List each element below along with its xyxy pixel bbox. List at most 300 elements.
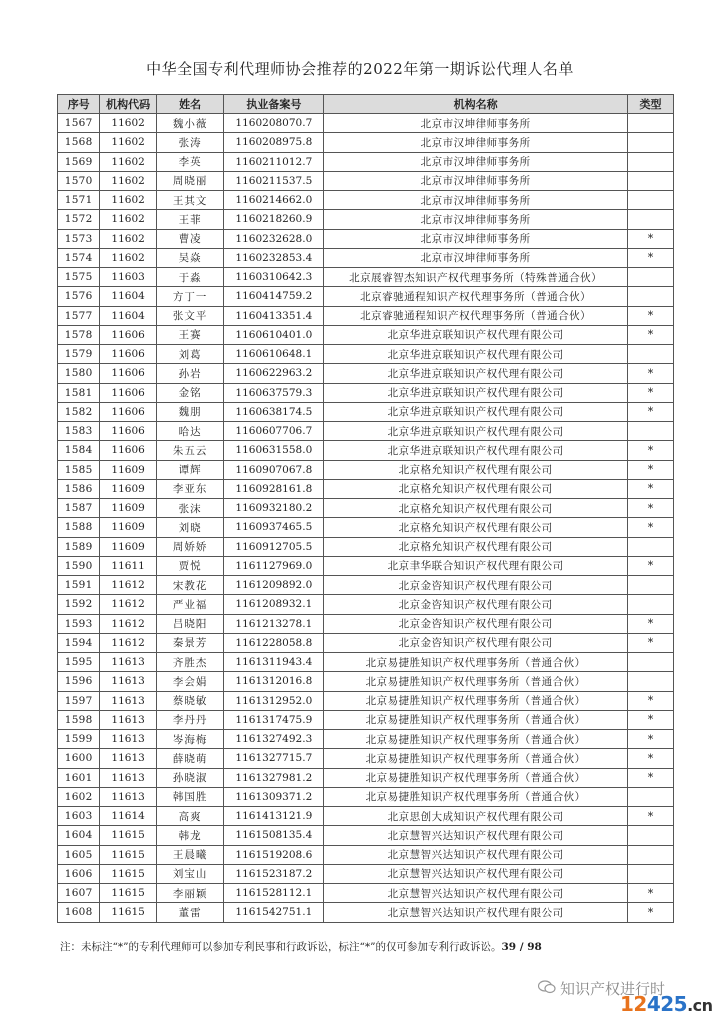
cell-index: 1600 [58,749,100,768]
cell-org-code: 11615 [100,864,156,883]
cell-index: 1572 [58,210,100,229]
table-row [58,345,674,364]
cell-org-name: 北京华进京联知识产权代理有限公司 [324,325,628,344]
cell-org-name: 北京金咨知识产权代理有限公司 [324,576,628,595]
logo-part-1: 12 [620,992,647,1016]
cell-name: 孙晓淑 [156,768,224,787]
cell-index: 1594 [58,633,100,652]
cell-type: * [628,556,674,575]
cell-org-code: 11606 [100,441,156,460]
table-row [58,422,674,441]
cell-org-code: 11602 [100,248,156,267]
cell-org-code: 11602 [100,191,156,210]
cell-type: * [628,499,674,518]
cell-type: * [628,229,674,248]
cell-type [628,787,674,806]
cell-type: * [628,518,674,537]
cell-index: 1573 [58,229,100,248]
cell-name: 刘宝山 [156,864,224,883]
cell-record-no: 1161327981.2 [224,768,324,787]
cell-name: 贾悦 [156,556,224,575]
cell-org-code: 11613 [100,710,156,729]
header-org-code: 机构代码 [100,95,156,114]
cell-org-code: 11602 [100,210,156,229]
cell-type [628,864,674,883]
cell-index: 1584 [58,441,100,460]
cell-type [628,422,674,441]
cell-record-no: 1160637579.3 [224,383,324,402]
cell-index: 1571 [58,191,100,210]
cell-type: * [628,402,674,421]
cell-name: 高爽 [156,807,224,826]
cell-org-code: 11612 [100,633,156,652]
cell-record-no: 1161312952.0 [224,691,324,710]
site-logo[interactable] [620,992,713,1016]
cell-record-no: 1160414759.2 [224,287,324,306]
cell-name: 张涛 [156,133,224,152]
cell-index: 1591 [58,576,100,595]
cell-org-code: 11612 [100,595,156,614]
cell-org-code: 11606 [100,422,156,441]
table-row [58,441,674,460]
cell-record-no: 1160310642.3 [224,268,324,287]
cell-type [628,653,674,672]
table-row [58,460,674,479]
cell-type: * [628,460,674,479]
cell-record-no: 1160622963.2 [224,364,324,383]
logo-part-3: .cn [687,996,713,1015]
cell-name: 李丽颖 [156,884,224,903]
cell-org-name: 北京市汉坤律师事务所 [324,171,628,190]
cell-type [628,576,674,595]
cell-name: 周娇娇 [156,537,224,556]
cell-index: 1597 [58,691,100,710]
cell-type: * [628,614,674,633]
cell-type [628,114,674,133]
footnote [60,939,680,954]
cell-record-no: 1160211012.7 [224,152,324,171]
cell-org-name: 北京市汉坤律师事务所 [324,191,628,210]
table-row [58,248,674,267]
cell-index: 1593 [58,614,100,633]
cell-index: 1569 [58,152,100,171]
table-row [58,537,674,556]
cell-name: 吴焱 [156,248,224,267]
cell-org-name: 北京华进京联知识产权代理有限公司 [324,441,628,460]
cell-org-code: 11609 [100,460,156,479]
table-row [58,229,674,248]
cell-index: 1607 [58,884,100,903]
cell-record-no: 1160214662.0 [224,191,324,210]
cell-index: 1602 [58,787,100,806]
cell-index: 1574 [58,248,100,267]
cell-index: 1576 [58,287,100,306]
cell-name: 李亚东 [156,479,224,498]
cell-org-code: 11609 [100,499,156,518]
cell-index: 1599 [58,730,100,749]
cell-org-code: 11614 [100,807,156,826]
cell-org-code: 11606 [100,383,156,402]
cell-record-no: 1161413121.9 [224,807,324,826]
cell-index: 1598 [58,710,100,729]
cell-record-no: 1161208932.1 [224,595,324,614]
cell-record-no: 1160232853.4 [224,248,324,267]
cell-type: * [628,749,674,768]
cell-org-name: 北京易捷胜知识产权代理事务所（普通合伙） [324,749,628,768]
cell-org-code: 11615 [100,826,156,845]
cell-type [628,595,674,614]
cell-type: * [628,807,674,826]
cell-record-no: 1161508135.4 [224,826,324,845]
cell-org-code: 11609 [100,537,156,556]
cell-name: 刘晓 [156,518,224,537]
cell-org-code: 11609 [100,518,156,537]
cell-record-no: 1160208975.8 [224,133,324,152]
cell-record-no: 1160607706.7 [224,422,324,441]
cell-org-name: 北京格允知识产权代理有限公司 [324,499,628,518]
cell-org-code: 11609 [100,479,156,498]
cell-record-no: 1160211537.5 [224,171,324,190]
cell-org-name: 北京金咨知识产权代理有限公司 [324,595,628,614]
cell-type [628,345,674,364]
cell-org-name: 北京易捷胜知识产权代理事务所（普通合伙） [324,730,628,749]
cell-org-name: 北京易捷胜知识产权代理事务所（普通合伙） [324,710,628,729]
cell-index: 1582 [58,402,100,421]
cell-org-code: 11612 [100,614,156,633]
cell-org-name: 北京市汉坤律师事务所 [324,248,628,267]
cell-type: * [628,768,674,787]
table-row [58,633,674,652]
cell-type: * [628,248,674,267]
table-row [58,595,674,614]
cell-org-name: 北京华进京联知识产权代理有限公司 [324,383,628,402]
cell-record-no: 1161327715.7 [224,749,324,768]
agent-table [57,94,674,923]
table-row [58,787,674,806]
cell-org-code: 11615 [100,845,156,864]
cell-record-no: 1160631558.0 [224,441,324,460]
cell-org-code: 11613 [100,672,156,691]
cell-record-no: 1160912705.5 [224,537,324,556]
table-row [58,614,674,633]
cell-org-name: 北京格允知识产权代理有限公司 [324,537,628,556]
cell-record-no: 1160610648.1 [224,345,324,364]
cell-index: 1592 [58,595,100,614]
cell-org-name: 北京华进京联知识产权代理有限公司 [324,402,628,421]
cell-name: 张文平 [156,306,224,325]
cell-type: * [628,884,674,903]
cell-name: 宋教花 [156,576,224,595]
cell-name: 曹凌 [156,229,224,248]
cell-org-name: 北京慧智兴达知识产权代理有限公司 [324,864,628,883]
cell-record-no: 1160218260.9 [224,210,324,229]
table-row [58,499,674,518]
cell-org-name: 北京易捷胜知识产权代理事务所（普通合伙） [324,787,628,806]
cell-record-no: 1161327492.3 [224,730,324,749]
cell-index: 1608 [58,903,100,922]
cell-org-name: 北京聿华联合知识产权代理有限公司 [324,556,628,575]
cell-record-no: 1160610401.0 [224,325,324,344]
cell-name: 谭辉 [156,460,224,479]
cell-name: 李英 [156,152,224,171]
cell-record-no: 1161523187.2 [224,864,324,883]
cell-org-name: 北京思创大成知识产权代理有限公司 [324,807,628,826]
cell-org-code: 11613 [100,653,156,672]
cell-org-code: 11602 [100,152,156,171]
cell-type: * [628,441,674,460]
logo-part-2: 425 [646,992,688,1016]
table-row [58,710,674,729]
table-row [58,864,674,883]
cell-org-code: 11602 [100,229,156,248]
cell-index: 1590 [58,556,100,575]
table-row [58,325,674,344]
cell-org-code: 11606 [100,345,156,364]
table-row [58,730,674,749]
cell-name: 李丹丹 [156,710,224,729]
table-row [58,518,674,537]
header-org-name: 机构名称 [324,95,628,114]
wechat-icon [538,980,556,994]
cell-name: 于淼 [156,268,224,287]
cell-name: 秦景芳 [156,633,224,652]
cell-org-name: 北京金咨知识产权代理有限公司 [324,633,628,652]
table-row [58,826,674,845]
table-row [58,903,674,922]
wechat-watermark: 知识产权进行时 [560,980,666,998]
cell-record-no: 1160928161.8 [224,479,324,498]
cell-org-name: 北京睿驰通程知识产权代理事务所（普通合伙） [324,287,628,306]
header-record-no: 执业备案号 [224,95,324,114]
cell-type [628,152,674,171]
cell-record-no: 1161127969.0 [224,556,324,575]
cell-org-name: 北京易捷胜知识产权代理事务所（普通合伙） [324,672,628,691]
cell-record-no: 1160638174.5 [224,402,324,421]
cell-name: 刘葛 [156,345,224,364]
cell-name: 张沫 [156,499,224,518]
cell-org-code: 11602 [100,114,156,133]
table-row [58,191,674,210]
table-row [58,884,674,903]
cell-index: 1601 [58,768,100,787]
cell-org-name: 北京易捷胜知识产权代理事务所（普通合伙） [324,653,628,672]
cell-index: 1587 [58,499,100,518]
cell-name: 蔡晓敏 [156,691,224,710]
cell-index: 1605 [58,845,100,864]
cell-name: 朱五云 [156,441,224,460]
table-row [58,672,674,691]
cell-type: * [628,633,674,652]
table-row [58,556,674,575]
header-name: 姓名 [156,95,224,114]
cell-name: 周晓丽 [156,171,224,190]
cell-type [628,672,674,691]
cell-org-name: 北京华进京联知识产权代理有限公司 [324,364,628,383]
cell-org-code: 11603 [100,268,156,287]
cell-index: 1567 [58,114,100,133]
table-row [58,133,674,152]
cell-type: * [628,730,674,749]
cell-record-no: 1161213278.1 [224,614,324,633]
cell-record-no: 1161209892.0 [224,576,324,595]
footnote-text: 注：未标注“*”的专利代理师可以参加专利民事和行政诉讼，标注“*”的仅可参加专利行政诉讼。 [60,941,502,953]
cell-org-name: 北京市汉坤律师事务所 [324,133,628,152]
cell-name: 岑海梅 [156,730,224,749]
cell-org-code: 11615 [100,884,156,903]
page-title: 中华全国专利代理师协会推荐的2022年第一期诉讼代理人名单 [146,60,574,78]
cell-org-name: 北京华进京联知识产权代理有限公司 [324,345,628,364]
table-row [58,364,674,383]
cell-name: 魏朋 [156,402,224,421]
cell-type [628,171,674,190]
table-row [58,749,674,768]
table-header-row [58,95,674,114]
table-row [58,152,674,171]
cell-index: 1606 [58,864,100,883]
cell-index: 1581 [58,383,100,402]
cell-name: 魏小薇 [156,114,224,133]
cell-org-code: 11606 [100,402,156,421]
cell-name: 严业福 [156,595,224,614]
cell-index: 1580 [58,364,100,383]
table-row [58,114,674,133]
table-row [58,576,674,595]
cell-index: 1585 [58,460,100,479]
cell-name: 金铭 [156,383,224,402]
cell-org-name: 北京市汉坤律师事务所 [324,229,628,248]
cell-name: 吕晓阳 [156,614,224,633]
cell-index: 1604 [58,826,100,845]
cell-record-no: 1161519208.6 [224,845,324,864]
table-row [58,268,674,287]
cell-type [628,210,674,229]
cell-type: * [628,383,674,402]
cell-org-name: 北京慧智兴达知识产权代理有限公司 [324,903,628,922]
table-row [58,402,674,421]
cell-record-no: 1160937465.5 [224,518,324,537]
cell-org-name: 北京市汉坤律师事务所 [324,114,628,133]
header-type: 类型 [628,95,674,114]
cell-record-no: 1160232628.0 [224,229,324,248]
cell-record-no: 1160208070.7 [224,114,324,133]
cell-record-no: 1161228058.8 [224,633,324,652]
cell-org-code: 11613 [100,768,156,787]
cell-name: 方丁一 [156,287,224,306]
cell-org-code: 11613 [100,691,156,710]
table-row [58,287,674,306]
cell-name: 董雷 [156,903,224,922]
table-row [58,807,674,826]
cell-org-name: 北京慧智兴达知识产权代理有限公司 [324,845,628,864]
cell-org-code: 11613 [100,787,156,806]
cell-type [628,191,674,210]
cell-record-no: 1160413351.4 [224,306,324,325]
cell-name: 王菲 [156,210,224,229]
cell-type [628,845,674,864]
cell-org-code: 11612 [100,576,156,595]
cell-name: 王赛 [156,325,224,344]
cell-org-name: 北京格允知识产权代理有限公司 [324,460,628,479]
cell-record-no: 1160932180.2 [224,499,324,518]
cell-type: * [628,903,674,922]
table-row [58,691,674,710]
cell-org-name: 北京格允知识产权代理有限公司 [324,479,628,498]
cell-index: 1568 [58,133,100,152]
cell-org-code: 11604 [100,287,156,306]
cell-org-name: 北京市汉坤律师事务所 [324,210,628,229]
cell-index: 1589 [58,537,100,556]
cell-name: 哈达 [156,422,224,441]
cell-record-no: 1160907067.8 [224,460,324,479]
table-row [58,383,674,402]
cell-record-no: 1161542751.1 [224,903,324,922]
cell-type [628,287,674,306]
table-row [58,171,674,190]
cell-org-name: 北京睿驰通程知识产权代理事务所（普通合伙） [324,306,628,325]
cell-name: 薛晓萌 [156,749,224,768]
cell-index: 1586 [58,479,100,498]
cell-org-code: 11615 [100,903,156,922]
cell-record-no: 1161312016.8 [224,672,324,691]
cell-org-code: 11613 [100,730,156,749]
header-index: 序号 [58,95,100,114]
cell-name: 韩国胜 [156,787,224,806]
table-row [58,845,674,864]
cell-name: 孙岩 [156,364,224,383]
cell-index: 1577 [58,306,100,325]
cell-index: 1595 [58,653,100,672]
cell-org-name: 北京格允知识产权代理有限公司 [324,518,628,537]
cell-org-name: 北京慧智兴达知识产权代理有限公司 [324,826,628,845]
cell-index: 1588 [58,518,100,537]
cell-name: 王其文 [156,191,224,210]
cell-org-name: 北京慧智兴达知识产权代理有限公司 [324,884,628,903]
cell-type: * [628,306,674,325]
cell-type: * [628,364,674,383]
table-row [58,653,674,672]
cell-org-code: 11613 [100,749,156,768]
cell-name: 齐胜杰 [156,653,224,672]
cell-org-name: 北京易捷胜知识产权代理事务所（普通合伙） [324,691,628,710]
cell-name: 韩龙 [156,826,224,845]
cell-org-name: 北京展睿智杰知识产权代理事务所（特殊普通合伙） [324,268,628,287]
cell-index: 1575 [58,268,100,287]
cell-type: * [628,479,674,498]
cell-index: 1578 [58,325,100,344]
table-row [58,306,674,325]
cell-org-code: 11606 [100,364,156,383]
cell-org-code: 11611 [100,556,156,575]
cell-type [628,268,674,287]
cell-index: 1579 [58,345,100,364]
cell-type [628,133,674,152]
cell-type: * [628,691,674,710]
table-row [58,768,674,787]
cell-record-no: 1161528112.1 [224,884,324,903]
cell-type [628,537,674,556]
cell-type [628,826,674,845]
page-number: 39 / 98 [501,941,542,953]
cell-org-name: 北京易捷胜知识产权代理事务所（普通合伙） [324,768,628,787]
cell-type: * [628,710,674,729]
cell-org-name: 北京金咨知识产权代理有限公司 [324,614,628,633]
cell-name: 王晨曦 [156,845,224,864]
cell-index: 1583 [58,422,100,441]
cell-org-code: 11606 [100,325,156,344]
cell-index: 1596 [58,672,100,691]
cell-org-code: 11602 [100,133,156,152]
cell-record-no: 1161309371.2 [224,787,324,806]
